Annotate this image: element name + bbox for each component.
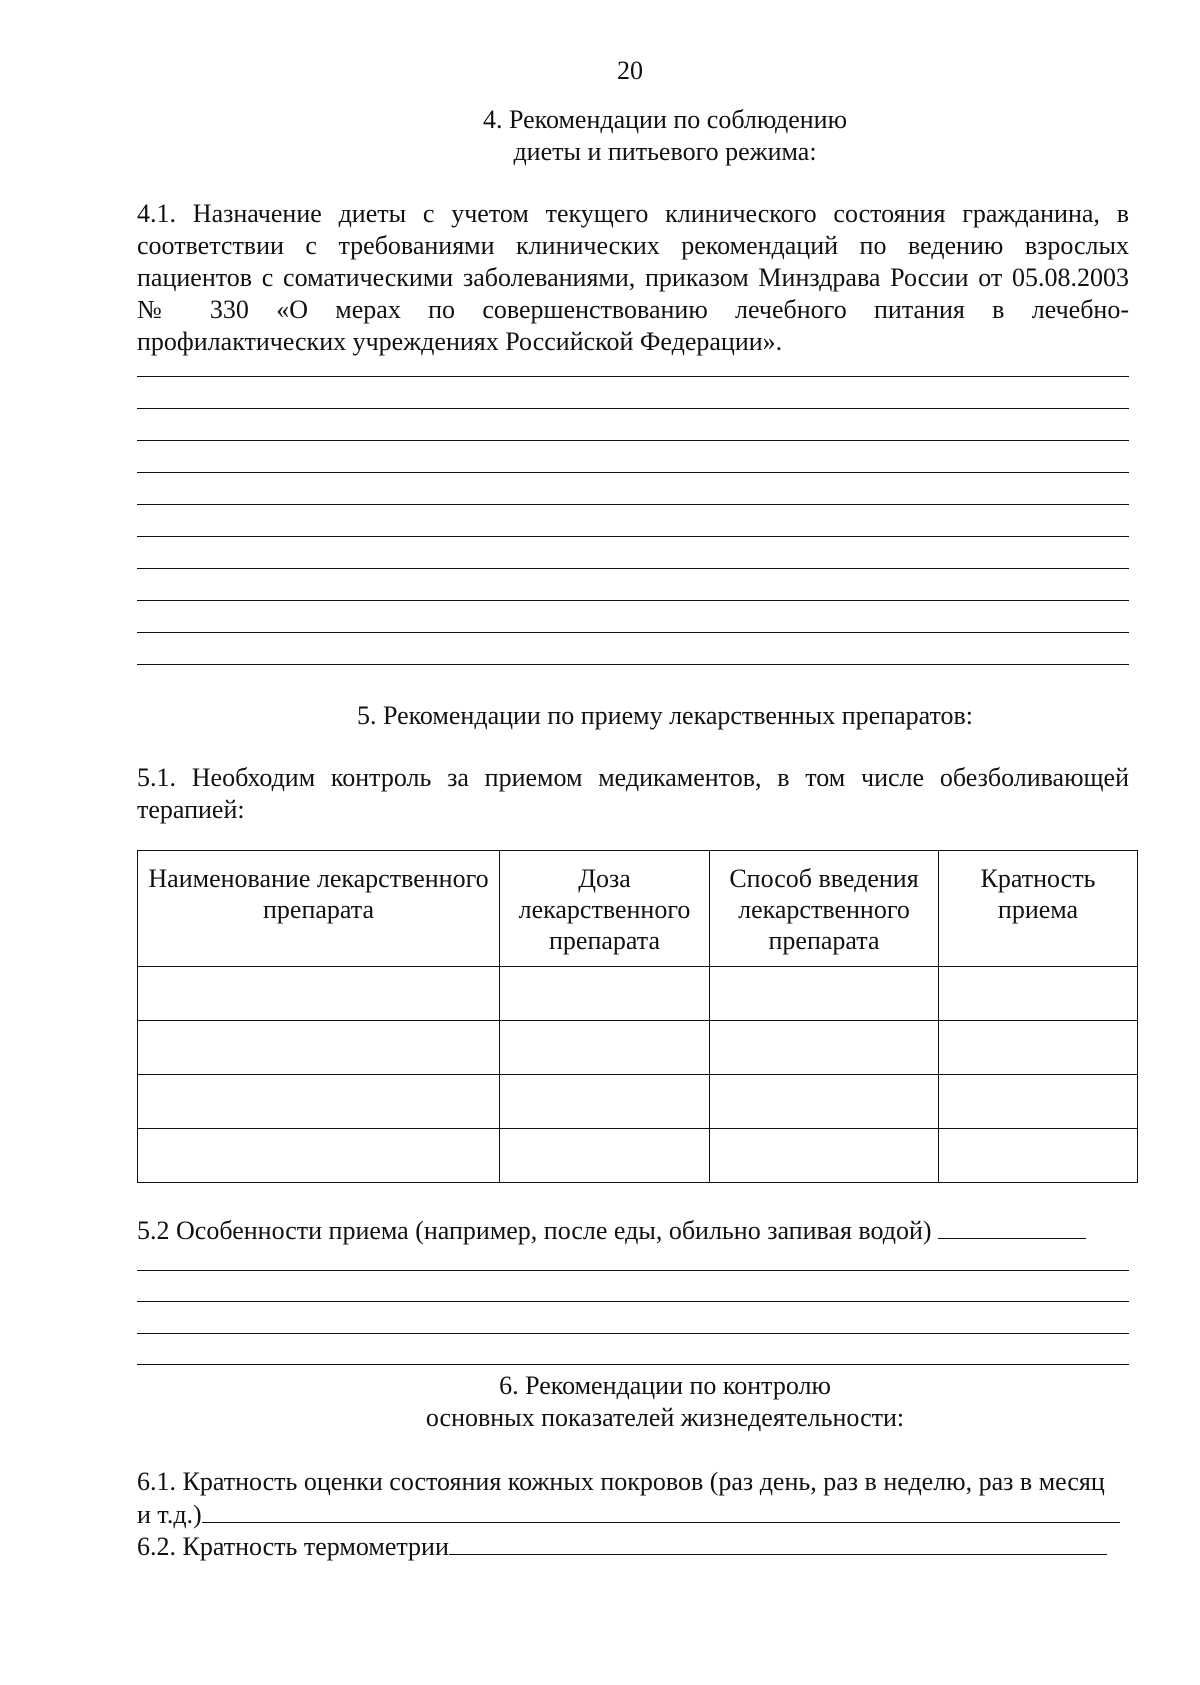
table-cell[interactable] — [138, 1129, 500, 1183]
item-5-2-fill-line[interactable] — [938, 1214, 1086, 1239]
item-6-1-row — [137, 1498, 1129, 1531]
table-row — [138, 1129, 1138, 1183]
item-5-2-row — [137, 1214, 1129, 1247]
table-row — [138, 1075, 1138, 1129]
item-6-2-fill-line[interactable] — [449, 1530, 1107, 1555]
fill-line[interactable] — [137, 632, 1129, 633]
table-cell[interactable] — [710, 1129, 939, 1183]
section-6-heading-line1: 6. Рекомендации по контролю — [499, 1371, 831, 1400]
fill-line[interactable] — [137, 472, 1129, 473]
item-6-2-row — [137, 1530, 1129, 1563]
medication-table — [137, 850, 1138, 1183]
page-number: 20 — [617, 56, 643, 85]
section-5-heading — [0, 700, 1200, 732]
table-cell[interactable] — [710, 1075, 939, 1129]
column-header-frequency: Кратность приема — [939, 851, 1138, 967]
section-4-heading-line1: 4. Рекомендации по соблюдению — [482, 105, 848, 134]
table-header-row — [138, 851, 1138, 967]
fill-line[interactable] — [137, 1301, 1129, 1302]
item-5-1-text: 5.1. Необходим контроль за приемом медикаментов, в том числе обезболивающей терапией: — [137, 763, 1129, 824]
table-cell[interactable] — [138, 967, 500, 1021]
table-cell[interactable] — [500, 1075, 710, 1129]
table-cell[interactable] — [939, 967, 1138, 1021]
section-4-heading-line2: диеты и питьевого режима: — [513, 137, 817, 166]
section-5-heading-text: 5. Рекомендации по приему лекарственных препаратов: — [356, 701, 974, 730]
section-6-heading — [0, 1370, 1200, 1434]
table-cell[interactable] — [138, 1021, 500, 1075]
table-cell[interactable] — [939, 1021, 1138, 1075]
fill-line[interactable] — [137, 376, 1129, 377]
table-cell[interactable] — [710, 967, 939, 1021]
column-header-dose: Доза лекарственного препарата — [500, 851, 710, 967]
table-cell[interactable] — [138, 1075, 500, 1129]
fill-line[interactable] — [137, 440, 1129, 441]
fill-line[interactable] — [137, 664, 1129, 665]
fill-line[interactable] — [137, 536, 1129, 537]
section-6-heading-line2: основных показателей жизнедеятельности: — [425, 1403, 905, 1432]
fill-line[interactable] — [137, 1364, 1129, 1365]
fill-line[interactable] — [137, 1333, 1129, 1334]
section-4-heading — [0, 104, 1200, 168]
table-cell[interactable] — [500, 967, 710, 1021]
table-row — [138, 967, 1138, 1021]
table-cell[interactable] — [500, 1129, 710, 1183]
table-cell[interactable] — [500, 1021, 710, 1075]
fill-line[interactable] — [137, 568, 1129, 569]
item-4-1-text: 4.1. Назначение диеты с учетом текущего клинического состояния гражданина, в соответствии с требованиями клинических рекомендаций по ведению взрослых пациентов с соматическими заболеваниями, приказом Минздрава России от 05.08.2003 № 330 «О мерах по совершенствованию лечебного питания в лечебно-профилактических учреждениях Российской Федерации». — [137, 199, 1129, 356]
item-6-1-line1: 6.1. Кратность оценки состояния кожных покровов (раз день, раз в неделю, раз в месяц — [137, 1467, 1105, 1496]
table-cell[interactable] — [939, 1129, 1138, 1183]
table-cell[interactable] — [710, 1021, 939, 1075]
item-6-1-fill-line[interactable] — [202, 1498, 1120, 1523]
item-6-1-line2: и т.д.) — [137, 1500, 202, 1529]
fill-line[interactable] — [137, 1270, 1129, 1271]
fill-line[interactable] — [137, 504, 1129, 505]
table-cell[interactable] — [939, 1075, 1138, 1129]
table-row — [138, 1021, 1138, 1075]
fill-line[interactable] — [137, 408, 1129, 409]
item-6-2-text: 6.2. Кратность термометрии — [137, 1532, 449, 1561]
fill-line[interactable] — [137, 600, 1129, 601]
column-header-drug-name: Наименование лекарственного препарата — [138, 851, 500, 967]
item-5-2-text: 5.2 Особенности приема (например, после еды, обильно запивая водой) — [137, 1216, 932, 1245]
column-header-route: Способ введения лекарственного препарата — [710, 851, 939, 967]
